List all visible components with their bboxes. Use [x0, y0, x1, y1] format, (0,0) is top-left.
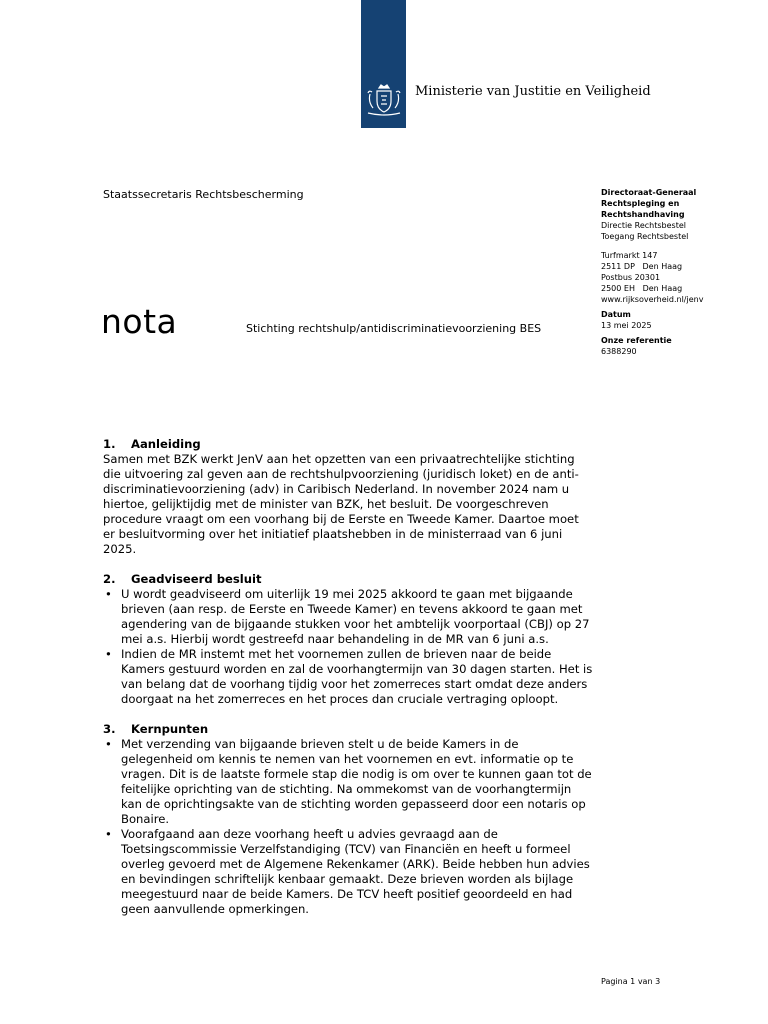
- section-number: 2.: [103, 572, 116, 586]
- list-item: • Indien de MR instemt met het voornemen zullen de brieven naar de beide Kamers gestuurd worden en zal de voorhangtermijn van 30 dagen starten. Het is van belang dat de voorhang tijdig voor het zomerreces start omdat deze anders doorgaat na het zomerreces en het proces dan cruciale vertraging oploopt.: [121, 647, 593, 707]
- org-line: Directoraat-Generaal: [601, 188, 697, 197]
- list-item: • Met verzending van bijgaande brieven stelt u de beide Kamers in de gelegenheid om kennis te nemen van het voornemen en evt. informatie op te vragen. Dit is de laatste formele stap die nodig is om over te kunnen gaan tot de feitelijke oprichting van de stichting. Na ommekomst van de voorhangtermijn kan de oprichtingsakte van de stichting worden gepasseerd door een notaris op Bonaire.: [121, 737, 593, 827]
- recipient: Staatssecretaris Rechtsbescherming: [103, 188, 304, 201]
- section-heading: [103, 437, 593, 452]
- page-number: Pagina 1 van 3: [601, 977, 661, 986]
- section-text: Samen met BZK werkt JenV aan het opzetten van een privaatrechtelijke stichting die uitvoering zal geven aan de rechtshulpvoorziening (juridisch loket) en de anti-discriminatievoorziening (adv) in Caribisch Nederland. In november 2024 nam u hiertoe, gelijktijdig met de minister van BZK, het besluit. De voorgeschreven procedure vraagt om een voorhang bij de Eerste en Tweede Kamer. Daartoe moet er besluitvorming over het initiatief plaatshebben in de ministerraad van 6 juni 2025.: [103, 452, 579, 556]
- address-line: 2500 EH Den Haag: [601, 284, 683, 293]
- org-line: Rechtspleging en: [601, 199, 680, 208]
- website-link[interactable]: www.rijksoverheid.nl/jenv: [601, 295, 704, 304]
- coat-of-arms-icon: [364, 82, 404, 118]
- section-kernpunten: [103, 722, 593, 917]
- section-heading: [103, 572, 593, 587]
- address-line: Turfmarkt 147: [601, 251, 658, 260]
- section-geadviseerd-besluit: [103, 572, 593, 707]
- dept-line: Toegang Rechtsbestel: [601, 232, 689, 241]
- bullet-list: [103, 737, 593, 917]
- subject: Stichting rechtshulp/antidiscriminatievoorziening BES: [246, 322, 542, 335]
- address-line: 2511 DP Den Haag: [601, 262, 683, 271]
- document-type: nota: [101, 302, 178, 341]
- section-title: Geadviseerd besluit: [131, 572, 262, 586]
- reference-value: 6388290: [601, 347, 637, 356]
- section-number: 3.: [103, 722, 116, 736]
- org-line: Rechtshandhaving: [601, 210, 685, 219]
- section-title: Aanleiding: [131, 437, 201, 451]
- section-aanleiding: [103, 437, 593, 557]
- date-value: 13 mei 2025: [601, 321, 652, 330]
- dept-line: Directie Rechtsbestel: [601, 221, 686, 230]
- sender-info: [601, 187, 761, 357]
- section-number: 1.: [103, 437, 116, 451]
- memo-body: [103, 437, 593, 932]
- ministry-name: Ministerie van Justitie en Veiligheid: [415, 84, 651, 99]
- list-item: • U wordt geadviseerd om uiterlijk 19 mei 2025 akkoord te gaan met bijgaande brieven (aan resp. de Eerste en Tweede Kamer) en tevens akkoord te gaan met agendering van de bijgaande stukken voor het ambtelijk voorportaal (CBJ) op 27 mei a.s. Hierbij wordt gestreefd naar behandeling in de MR van 6 juni a.s.: [121, 587, 593, 647]
- list-item: • Voorafgaand aan deze voorhang heeft u advies gevraagd aan de Toetsingscommissie Verzelfstandiging (TCV) van Financiën en heeft u formeel overleg gevoerd met de Algemene Rekenkamer (ARK). Beide hebben hun advies en bevindingen schriftelijk kenbaar gemaakt. Deze brieven worden als bijlage meegestuurd naar de beide Kamers. De TCV heeft positief geoordeeld en had geen aanvullende opmerkingen.: [121, 827, 593, 917]
- bullet-list: [103, 587, 593, 707]
- address-line: Postbus 20301: [601, 273, 661, 282]
- date-label: Datum: [601, 310, 631, 319]
- section-heading: [103, 722, 593, 737]
- section-title: Kernpunten: [131, 722, 209, 736]
- reference-label: Onze referentie: [601, 336, 672, 345]
